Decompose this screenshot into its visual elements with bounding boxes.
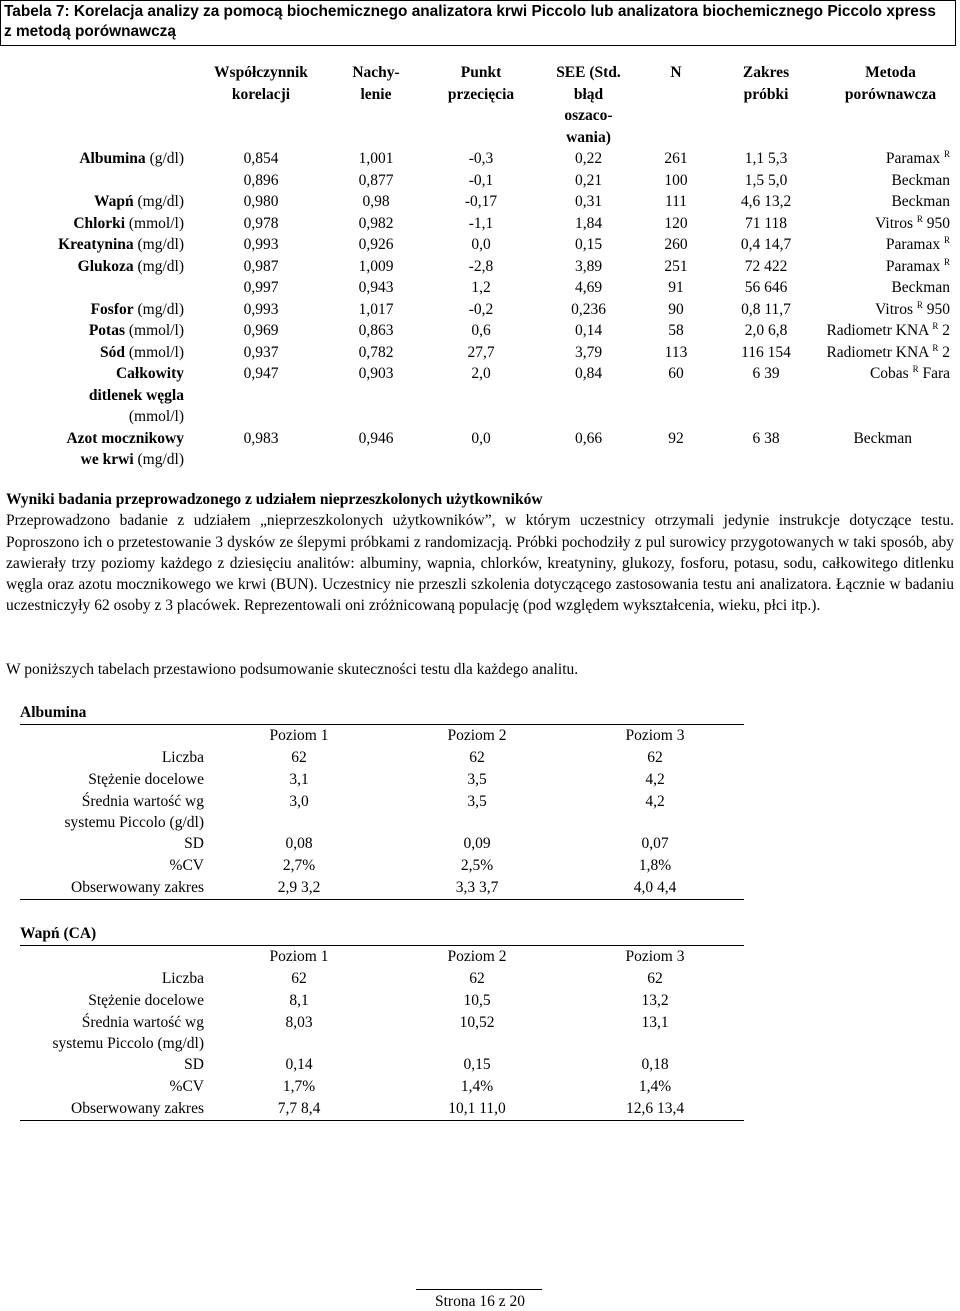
table-cell: 0,14: [285, 1056, 313, 1073]
cell-range: 0,8 11,7: [741, 300, 791, 318]
analyte-label: [0, 170, 196, 192]
table-row: [0, 363, 960, 428]
cell-correlation: 0,896: [243, 171, 279, 189]
cell-method: Vitros $^R$ 950: [875, 299, 950, 318]
table-header-row: [20, 725, 744, 748]
table-cell: 0,18: [641, 1056, 669, 1073]
footer-divider: [416, 1289, 542, 1290]
analyte-label: Wapń (mg/dl): [93, 193, 184, 210]
table-row: [0, 320, 960, 342]
table-row: [20, 1012, 744, 1054]
cell-slope: 0,903: [358, 365, 394, 382]
header-level-3: Poziom 3: [566, 725, 744, 748]
cell-range: 71 118: [744, 214, 788, 232]
cell-range: 116 154: [741, 343, 791, 361]
cell-see: 0,66: [574, 429, 603, 447]
table-row: [0, 342, 960, 364]
cell-range: 1,1 5,3: [744, 150, 788, 167]
table-cell: 3,3 3,7: [388, 877, 566, 900]
table-cell: 1,7%: [282, 1078, 316, 1095]
cell-method: Beckman: [853, 429, 912, 447]
table-row: [20, 968, 744, 990]
cell-n: 100: [664, 171, 688, 189]
cell-intercept: 0,0: [471, 236, 491, 253]
cell-slope: 1,017: [358, 300, 394, 318]
table-cell: 3,1: [289, 771, 309, 788]
header-see: SEE (Std. błąd oszaco- wania): [556, 64, 621, 146]
table-row: [0, 299, 960, 321]
table-cell: 3,5: [467, 793, 487, 810]
cell-range: 72 422: [744, 257, 788, 275]
cell-slope: 0,863: [358, 322, 394, 339]
cell-n: 113: [664, 343, 688, 361]
cell-intercept: -0,3: [468, 150, 494, 167]
table-row: [20, 1076, 744, 1098]
row-label: Średnia wartość wg systemu Piccolo (g/dl): [64, 793, 204, 831]
cell-n: 261: [664, 150, 688, 167]
analyte-label: Sód (mmol/l): [100, 343, 184, 361]
cell-method: Beckman: [891, 171, 950, 189]
cell-slope: 0,98: [362, 193, 390, 210]
page-number: Strona 16 z 20: [435, 1293, 525, 1310]
cell-correlation: 0,937: [243, 343, 279, 361]
table-cell: 1,8%: [638, 857, 672, 874]
table-row: [0, 234, 960, 256]
table-row: [20, 877, 744, 900]
cell-range: 6 39: [752, 365, 780, 382]
table-row: [20, 833, 744, 855]
cell-intercept: 0,6: [471, 322, 491, 339]
table-row: [0, 148, 960, 170]
cell-n: 111: [664, 193, 688, 210]
cell-n: 92: [668, 429, 684, 447]
row-label: Obserwowany zakres: [20, 1098, 210, 1121]
analyte-label: Azot mocznikowy we krwi (mg/dl): [66, 429, 184, 468]
table-cell: 3,0: [289, 793, 309, 810]
table-row: [20, 747, 744, 769]
analyte-label: Glukoza (mg/dl): [77, 257, 184, 275]
summary-text: W poniższych tabelach przestawiono podsumowanie skuteczności testu dla każdego analitu.: [6, 661, 579, 678]
table-cell: 62: [469, 749, 485, 766]
table-cell: 4,0 4,4: [566, 877, 744, 900]
table-cell: 62: [291, 749, 307, 766]
table-cell: 4,2: [645, 793, 665, 810]
cell-slope: 1,001: [358, 150, 394, 167]
header-intercept: Punkt przecięcia: [447, 64, 515, 103]
header-level-2: Poziom 2: [388, 946, 566, 969]
table-cell: 10,52: [459, 1014, 495, 1031]
table-row: [20, 990, 744, 1012]
wapn-table: [20, 945, 744, 1121]
table-row: [20, 791, 744, 833]
cell-correlation: 0,978: [243, 214, 279, 232]
table-row: [0, 256, 960, 278]
row-label: Obserwowany zakres: [20, 877, 210, 900]
cell-see: 4,69: [574, 279, 603, 296]
cell-see: 3,79: [574, 343, 603, 361]
cell-slope: 0,982: [358, 214, 394, 232]
cell-intercept: -0,17: [464, 193, 498, 210]
table-cell: 62: [647, 970, 663, 987]
section-heading: Wyniki badania przeprowadzonego z udziałem nieprzeszkolonych użytkowników: [6, 491, 543, 508]
cell-n: 120: [664, 214, 688, 232]
cell-range: 4,6 13,2: [740, 193, 792, 210]
table-cell: 7,7 8,4: [210, 1098, 388, 1121]
cell-method: Vitros $^R$ 950: [875, 213, 950, 232]
row-label: Liczba: [161, 749, 204, 766]
row-label: Stężenie docelowe: [88, 771, 204, 788]
cell-method: Cobas $^R$ Fara: [869, 364, 950, 382]
header-level-1: Poziom 1: [210, 946, 388, 969]
header-blank: [0, 62, 196, 148]
table-cell: 1,4%: [638, 1078, 672, 1095]
wapn-title: Wapń (CA): [20, 925, 97, 942]
cell-n: 90: [668, 300, 684, 318]
cell-see: 1,84: [574, 214, 603, 232]
table-row: [0, 428, 960, 471]
cell-method: Radiometr KNA $^R$ 2: [826, 342, 950, 361]
cell-intercept: -0,1: [468, 171, 494, 189]
table-cell: 10,5: [463, 992, 491, 1009]
correlation-table: [0, 62, 960, 471]
table-row: [20, 1098, 744, 1121]
table-cell: 1,4%: [460, 1078, 494, 1095]
header-range: Zakres próbki: [742, 64, 790, 103]
analyte-label: Chlorki (mmol/l): [73, 214, 184, 232]
header-n: N: [670, 64, 682, 81]
cell-method: Beckman: [891, 193, 950, 210]
cell-correlation: 0,980: [243, 193, 279, 210]
table-cell: 2,5%: [460, 857, 494, 874]
row-label: SD: [184, 1056, 204, 1073]
cell-see: 3,89: [574, 257, 603, 275]
analyte-label: [0, 277, 196, 299]
table-row: [20, 769, 744, 791]
table-cell: 4,2: [645, 771, 665, 788]
cell-method: Radiometr KNA $^R$ 2: [826, 321, 950, 339]
table-cell: 10,1 11,0: [388, 1098, 566, 1121]
table-cell: 0,15: [463, 1056, 491, 1073]
cell-intercept: 27,7: [467, 343, 495, 361]
table-cell: 2,7%: [282, 857, 316, 874]
table-cell: 13,2: [641, 992, 669, 1009]
analyte-label: Potas (mmol/l): [88, 322, 184, 339]
row-label: Stężenie docelowe: [88, 992, 204, 1009]
analyte-label: Albumina (g/dl): [79, 150, 184, 167]
cell-n: 260: [664, 236, 688, 253]
analyte-label: Fosfor (mg/dl): [90, 300, 184, 318]
header-level-3: Poziom 3: [566, 946, 744, 969]
table-caption: Tabela 7: Korelacja analizy za pomocą biochemicznego analizatora krwi Piccolo lub analizatora biochemicznego Piccolo xpress z metodą porównawczą: [4, 3, 936, 40]
header-blank: [20, 725, 210, 748]
table-row: [20, 1054, 744, 1076]
cell-see: 0,236: [571, 300, 606, 318]
cell-n: 251: [664, 257, 688, 275]
cell-see: 0,31: [574, 193, 603, 210]
table-cell: 8,1: [289, 992, 309, 1009]
row-label: Liczba: [161, 970, 204, 987]
section-body: Przeprowadzono badanie z udziałem „nieprzeszkolonych użytkowników”, w którym uczestnicy otrzymali jedynie instrukcje dotyczące testu. Poproszono ich o przetestowanie 3 dysków ze ślepymi próbkami z randomizacją. Próbki pochodziły z pul surowicy przygotowanych w taki sposób, aby zawierały trzy poziomy każdego z dziesięciu analitów: albuminy, wapnia, chlorków, kreatyniny, glukozy, fosforu, potasu, sodu, całkowitego ditlenku węgla oraz azotu mocznikowego we krwi (BUN). Uczestnicy nie przeszli szkolenia dotyczącego zastosowania testu ani analizatora. Łącznie w badaniu uczestniczyły 62 osoby z 3 placówek. Reprezentowali oni zróżnicowaną populację (pod względem wykształcenia, wieku, płci itp.).: [6, 512, 954, 615]
cell-slope: 0,877: [358, 171, 394, 189]
cell-slope: 0,946: [358, 429, 394, 447]
header-level-2: Poziom 2: [388, 725, 566, 748]
header-correlation: Współczynnik korelacji: [214, 64, 308, 103]
cell-range: 56 646: [744, 279, 788, 296]
cell-n: 60: [668, 365, 684, 382]
albumina-table: [20, 724, 744, 900]
cell-range: 2,0 6,8: [744, 322, 788, 339]
cell-see: 0,15: [574, 236, 603, 253]
cell-correlation: 0,983: [243, 429, 279, 447]
cell-intercept: -1,1: [468, 214, 494, 232]
table-cell: 3,5: [467, 771, 487, 788]
cell-intercept: -0,2: [468, 300, 494, 318]
cell-intercept: 0,0: [471, 429, 491, 447]
analyte-label: Całkowity ditlenek węgla (mmol/l): [88, 365, 184, 425]
table-row: [20, 855, 744, 877]
cell-correlation: 0,997: [243, 279, 279, 296]
cell-method: Paramax $^R$: [885, 235, 950, 253]
cell-intercept: -2,8: [468, 257, 494, 275]
cell-correlation: 0,987: [243, 257, 279, 275]
header-level-1: Poziom 1: [210, 725, 388, 748]
cell-n: 91: [668, 279, 684, 296]
cell-see: 0,21: [574, 171, 603, 189]
cell-method: Beckman: [891, 279, 950, 296]
cell-intercept: 1,2: [471, 279, 491, 296]
cell-see: 0,22: [574, 150, 603, 167]
cell-correlation: 0,993: [243, 300, 279, 318]
cell-correlation: 0,854: [243, 150, 279, 167]
cell-slope: 0,782: [358, 343, 394, 361]
table-row: [0, 170, 960, 192]
cell-intercept: 2,0: [471, 365, 491, 382]
header-blank: [20, 946, 210, 969]
table-cell: 13,1: [641, 1014, 669, 1031]
row-label: %CV: [169, 1078, 204, 1095]
header-slope: Nachy- lenie: [352, 64, 400, 103]
cell-correlation: 0,947: [243, 365, 279, 382]
table-row: [0, 191, 960, 213]
cell-method: Paramax $^R$: [885, 149, 950, 167]
row-label: %CV: [169, 857, 204, 874]
table-cell: 2,9 3,2: [210, 877, 388, 900]
table-cell: 0,07: [641, 835, 669, 852]
table-cell: 0,08: [285, 835, 313, 852]
table-cell: 8,03: [285, 1014, 313, 1031]
table-cell: 12,6 13,4: [566, 1098, 744, 1121]
cell-see: 0,84: [574, 365, 603, 382]
table-cell: 62: [647, 749, 663, 766]
table-cell: 62: [469, 970, 485, 987]
cell-range: 6 38: [752, 429, 780, 447]
cell-see: 0,14: [574, 322, 603, 339]
cell-method: Paramax $^R$: [885, 256, 950, 275]
cell-correlation: 0,993: [243, 236, 279, 253]
row-label: Średnia wartość wg systemu Piccolo (mg/dl): [52, 1014, 204, 1052]
albumina-title: Albumina: [20, 704, 87, 721]
cell-slope: 0,926: [358, 236, 394, 253]
cell-n: 58: [668, 322, 684, 339]
correlation-header-row: [0, 62, 960, 148]
header-method: Metoda porównawcza: [844, 64, 937, 103]
cell-range: 0,4 14,7: [740, 236, 792, 253]
table-cell: 0,09: [463, 835, 491, 852]
study-section: [6, 489, 954, 617]
row-label: SD: [184, 835, 204, 852]
cell-correlation: 0,969: [243, 322, 279, 339]
table-cell: 62: [291, 970, 307, 987]
cell-slope: 1,009: [358, 257, 394, 275]
table-row: [0, 213, 960, 235]
cell-range: 1,5 5,0: [744, 171, 788, 189]
cell-slope: 0,943: [358, 279, 394, 296]
table-header-row: [20, 946, 744, 969]
analyte-label: Kreatynina (mg/dl): [58, 236, 184, 253]
table-row: [0, 277, 960, 299]
